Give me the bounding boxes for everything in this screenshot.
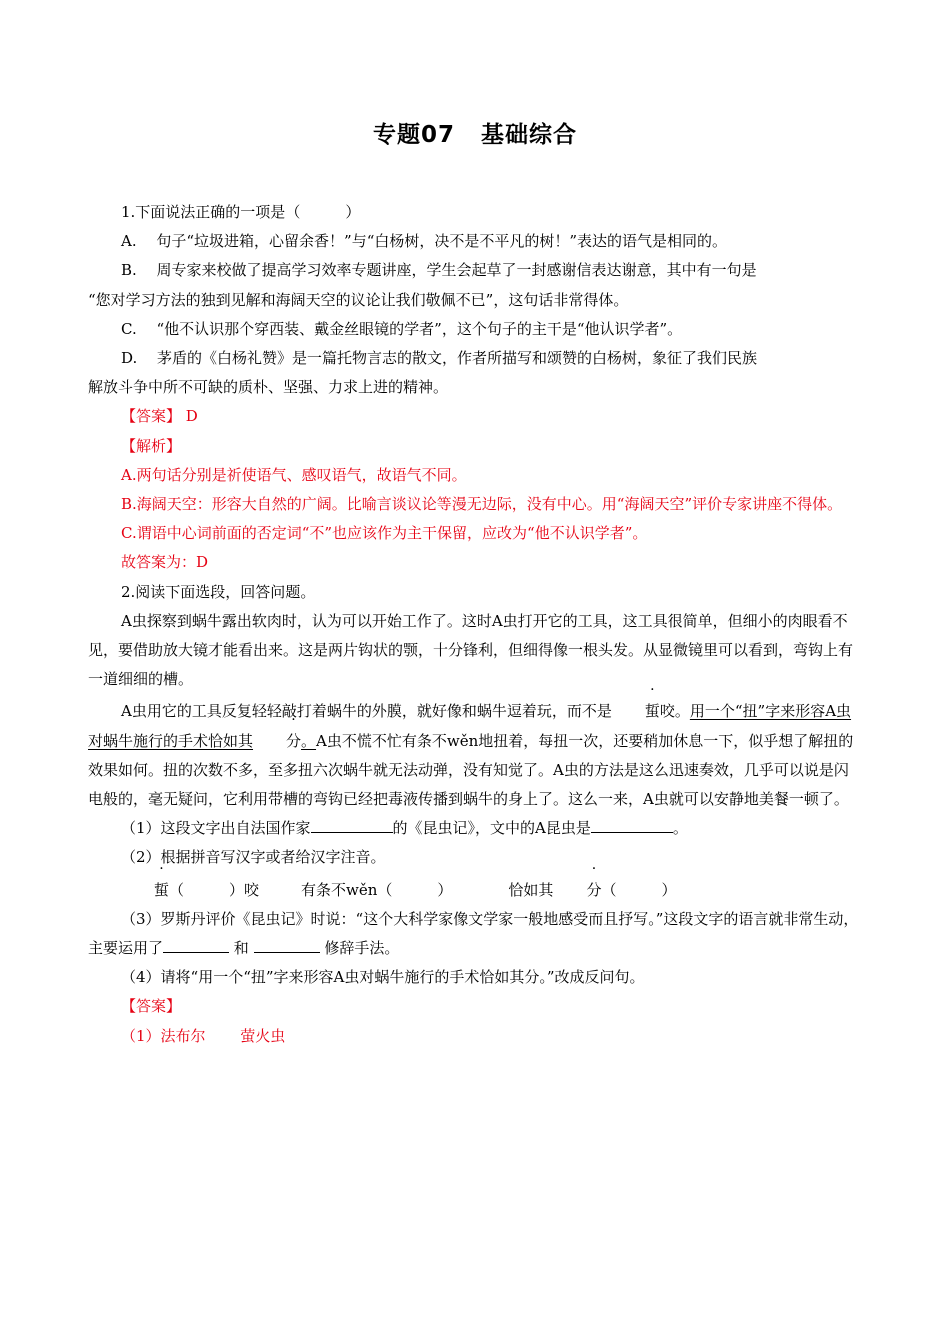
pinyin-char-fen: 分 — [586, 880, 602, 899]
q2-sub-3 — [88, 905, 860, 963]
q2-sub-2: （2）根据拼音写汉字或者给汉字注音。 — [121, 848, 386, 867]
q2-sub1-text-b: 的《昆虫记》，文中的A昆虫是 — [392, 819, 591, 838]
pinyin-item-2: 有条不wěn（ ） — [301, 880, 453, 899]
pinyin-item-3-text: 恰如其 — [508, 880, 554, 899]
q1-analysis-b: B.海阔天空：形容大自然的广阔。比喻言谈议论等漫无边际，没有中心。用“海阔天空”评价专家讲座不得体。 — [121, 495, 843, 514]
pinyin-item-1: （ ）咬 — [169, 880, 260, 899]
emphasis-char-zhe: 蜇 — [644, 702, 660, 721]
emphasis-char-fen: 分 — [286, 731, 302, 750]
underlined-text-2: 。 — [301, 731, 317, 750]
q2-sub3-text-a: （3）罗斯丹评价《昆虫记》时说：“这个大科学家像文学家一般地感受而且抒写。”这段文字的语言就非常生动，主要运用了 — [88, 909, 859, 958]
document-body — [88, 198, 860, 1051]
q2-stem: 2.阅读下面选段，回答问题。 — [121, 582, 316, 601]
q2-paragraph-1: A虫探察到蜗牛露出软肉时，认为可以开始工作了。这时A虫打开它的工具，这工具很简单，但细小的肉眼看不见，要借助放大镜才能看出来。这是两片钩状的颚，十分锋利，但细得像一根头发。从显微镜里可以看到，弯钩上有一道细细的槽。 — [88, 611, 854, 689]
fill-blank[interactable] — [591, 818, 673, 833]
q2-sub-4: （4）请将“用一个“扭”字来形容A虫对蜗牛施行的手术恰如其分。”改成反问句。 — [121, 968, 645, 987]
q2-para2-text-a: A虫用它的工具反复轻轻敲打着蜗牛的外膜，就好像和蜗牛逗着玩，而不是 — [121, 702, 612, 721]
q2-sub-1 — [88, 814, 860, 843]
q1-analysis-label: 【解析】 — [121, 436, 182, 455]
fill-blank[interactable] — [163, 938, 229, 953]
q1-option-d-line2: 解放斗争中所不可缺的质朴、坚强、力求上进的精神。 — [88, 378, 449, 397]
q1-stem: 1.下面说法正确的一项是（ ） — [121, 203, 361, 221]
title-prefix: 专题07 — [372, 122, 455, 148]
fill-blank[interactable] — [311, 818, 393, 833]
q1-answer-value: D — [181, 407, 198, 426]
q2-pinyin-row — [88, 876, 860, 905]
q1-option-b-line1: B. 周专家来校做了提高学习效率专题讲座，学生会起草了一封感谢信表达谢意，其中有一句是 — [121, 261, 757, 280]
q1-answer-label: 【答案】 — [121, 407, 182, 426]
q2-sub3-text-b: 和 — [229, 939, 254, 958]
q1-conclusion: 故答案为：D — [121, 553, 209, 572]
q1-option-d-line1: D. 茅盾的《白杨礼赞》是一篇托物言志的散文，作者所描写和颂赞的白杨树，象征了我们民族 — [121, 349, 758, 368]
q1-option-a: A. 句子“垃圾进箱，心留余香！”与“白杨树，决不是不平凡的树！”表达的语气是相同的。 — [121, 232, 728, 251]
q1-answer — [88, 402, 860, 431]
q1-analysis-a: A.两句话分别是祈使语气、感叹语气，故语气不同。 — [121, 465, 467, 484]
fill-blank[interactable] — [254, 938, 320, 953]
q2-para2-text-b: 咬。 — [659, 702, 690, 721]
q2-answer-label: 【答案】 — [121, 997, 182, 1016]
underlined-text-1: 用一个“扭”字来形容A虫对蜗牛施行的手术恰如其 — [88, 702, 852, 750]
q2-answer-line: （1）法布尔 萤火虫 — [121, 1026, 286, 1045]
pinyin-char-zhe: 蜇 — [154, 880, 170, 899]
q1-option-b-line2: “您对学习方法的独到见解和海阔天空的议论让我们敬佩不已”，这句话非常得体。 — [88, 290, 629, 309]
q2-sub1-text-a: （1）这段文字出自法国作家 — [121, 819, 311, 838]
q1-analysis-c: C.谓语中心词前面的否定词“不”也应该作为主干保留，应改为“他不认识学者”。 — [121, 524, 648, 543]
q2-para2-text-c: A虫不慌不忙有条不wěn地扭着，每扭一次，还要稍加休息一下，似乎想了解扭的效果如何。扭的次数不多，至多扭六次蜗牛就无法动弹，没有知觉了。A虫的方法是这么迅速奏效，几乎可以说是闪电般的，毫无疑问，它利用带槽的弯钩已经把毒液传播到蜗牛的身上了。这么一来，A虫就可以安静地美餐一顿了。 — [88, 731, 854, 809]
q2-sub3-text-c: 修辞手法。 — [319, 939, 400, 958]
pinyin-item-3: （ ） — [601, 880, 677, 899]
q2-sub1-text-c: 。 — [672, 819, 688, 838]
page-title — [0, 116, 950, 149]
title-suffix: 基础综合 — [481, 122, 577, 148]
q1-option-c: C. “他不认识那个穿西装、戴金丝眼镜的学者”，这个句子的主干是“他认识学者”。 — [121, 319, 683, 338]
q2-paragraph-2 — [88, 697, 860, 814]
